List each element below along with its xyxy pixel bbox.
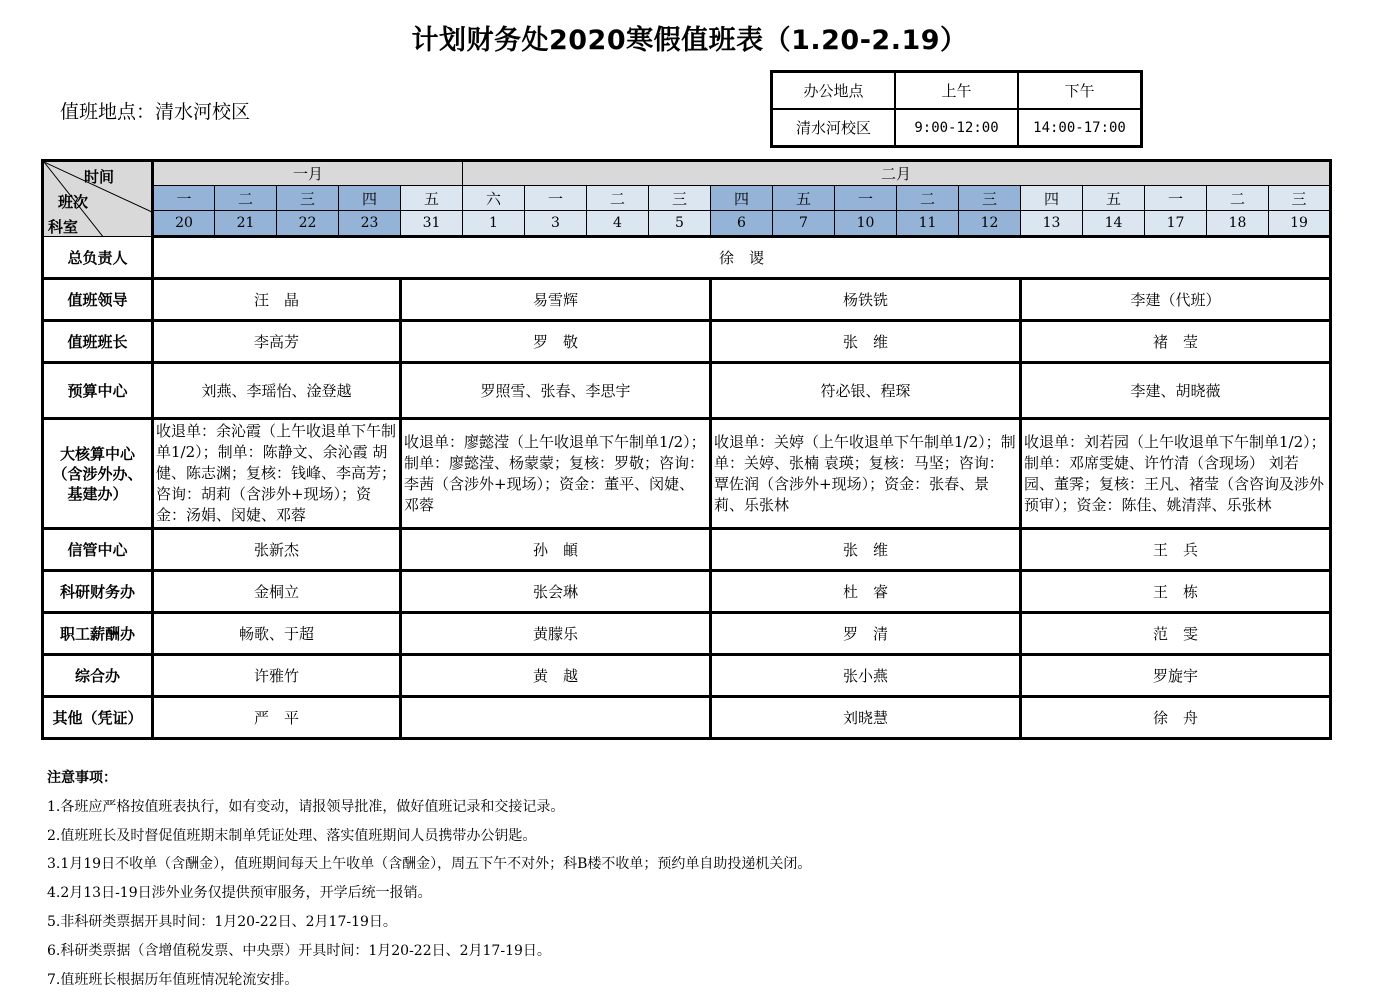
weekday-cell: 三 [959,186,1021,211]
weekday-cell: 五 [1083,186,1145,211]
row-label-captain: 值班班长 [43,321,153,363]
date-cell: 7 [773,211,835,237]
leader-group-2: 易雪辉 [401,279,711,321]
date-cell: 17 [1145,211,1207,237]
it-group-3: 张 维 [711,529,1021,571]
chief-value: 徐 谡 [153,237,1331,279]
date-cell: 10 [835,211,897,237]
note-item: 4.2月13日-19日涉外业务仅提供预审服务，开学后统一报销。 [47,885,432,902]
row-label-accounting: 大核算中心（含涉外办、基建办） [43,419,153,529]
row-label-salary: 职工薪酬办 [43,613,153,655]
date-cell: 6 [711,211,773,237]
note-item: 3.1月19日不收单（含酬金），值班期间每天上午收单（含酬金），周五下午不对外；科B楼不收单；预约单自助投递机关闭。 [47,856,812,873]
note-item: 7.值班班长根据历年值班情况轮流安排。 [47,971,299,988]
hours-header-location: 办公地点 [772,72,896,110]
date-cell: 14 [1083,211,1145,237]
it-group-4: 王 兵 [1021,529,1331,571]
other-group-4: 徐 舟 [1021,697,1331,739]
leader-group-4: 李建（代班） [1021,279,1331,321]
leader-group-1: 汪 晶 [153,279,401,321]
note-item: 1.各班应严格按值班表执行，如有变动，请报领导批准，做好值班记录和交接记录。 [47,798,565,815]
budget-group-1: 刘燕、李瑶怡、淦登越 [153,363,401,419]
hours-morning: 9:00-12:00 [895,109,1018,147]
notes-heading: 注意事项： [47,770,117,786]
budget-group-4: 李建、胡晓薇 [1021,363,1331,419]
weekday-cell: 二 [1207,186,1269,211]
salary-group-2: 黄朦乐 [401,613,711,655]
captain-group-3: 张 维 [711,321,1021,363]
date-cell: 11 [897,211,959,237]
weekday-cell: 一 [835,186,897,211]
weekday-cell: 三 [1269,186,1331,211]
hours-header-morning: 上午 [895,72,1018,110]
row-label-it: 信管中心 [43,529,153,571]
note-item: 5.非科研类票据开具时间：1月20-22日、2月17-19日。 [47,913,397,930]
weekday-cell: 五 [773,186,835,211]
budget-group-2: 罗照雪、张春、李思宇 [401,363,711,419]
date-cell: 12 [959,211,1021,237]
date-cell: 5 [649,211,711,237]
month-january: 一月 [153,161,463,186]
salary-group-4: 范 雯 [1021,613,1331,655]
budget-group-3: 符必银、程琛 [711,363,1021,419]
captain-group-4: 褚 莹 [1021,321,1331,363]
weekday-cell: 三 [277,186,339,211]
weekday-cell: 一 [1145,186,1207,211]
leader-group-3: 杨铁铣 [711,279,1021,321]
date-cell: 23 [339,211,401,237]
notes-section [47,764,811,994]
weekday-cell: 五 [401,186,463,211]
weekday-cell: 二 [587,186,649,211]
weekday-cell: 一 [153,186,215,211]
other-group-3: 刘晓慧 [711,697,1021,739]
corner-dept-label: 科室 [48,218,79,236]
date-cell: 3 [525,211,587,237]
date-cell: 1 [463,211,525,237]
date-cell: 21 [215,211,277,237]
date-cell: 13 [1021,211,1083,237]
row-label-research: 科研财务办 [43,571,153,613]
captain-group-2: 罗 敬 [401,321,711,363]
date-cell: 20 [153,211,215,237]
date-cell: 18 [1207,211,1269,237]
other-group-2 [401,697,711,739]
corner-time-label: 时间 [84,168,115,186]
it-group-1: 张新杰 [153,529,401,571]
research-group-3: 杜 睿 [711,571,1021,613]
it-group-2: 孙 頔 [401,529,711,571]
general-group-3: 张小燕 [711,655,1021,697]
page-title: 计划财务处2020寒假值班表（1.20-2.19） [411,25,968,56]
general-group-2: 黄 越 [401,655,711,697]
hours-header-afternoon: 下午 [1018,72,1142,110]
general-group-4: 罗旋宇 [1021,655,1331,697]
weekday-cell: 三 [649,186,711,211]
weekday-cell: 二 [215,186,277,211]
weekday-cell: 二 [897,186,959,211]
row-label-other: 其他（凭证） [43,697,153,739]
research-group-1: 金桐立 [153,571,401,613]
row-label-general: 综合办 [43,655,153,697]
office-hours-table [770,70,1143,148]
salary-group-3: 罗 清 [711,613,1021,655]
date-cell: 4 [587,211,649,237]
research-group-2: 张会琳 [401,571,711,613]
date-cell: 22 [277,211,339,237]
header-corner [43,161,153,237]
month-february: 二月 [463,161,1331,186]
weekday-cell: 四 [711,186,773,211]
duty-location: 值班地点：清水河校区 [60,101,251,123]
general-group-1: 许雅竹 [153,655,401,697]
row-label-leader: 值班领导 [43,279,153,321]
weekday-cell: 一 [525,186,587,211]
other-group-1: 严 平 [153,697,401,739]
date-cell: 19 [1269,211,1331,237]
hours-afternoon: 14:00-17:00 [1018,109,1142,147]
note-item: 6.科研类票据（含增值税发票、中央票）开具时间：1月20-22日、2月17-19日。 [47,942,551,959]
row-label-chief: 总负责人 [43,237,153,279]
hours-location: 清水河校区 [772,109,896,147]
date-cell: 31 [401,211,463,237]
accounting-group-2: 收退单：廖懿滢（上午收退单下午制单1/2）；制单：廖懿滢、杨蒙蒙；复核：罗敬；咨询：李茜（含涉外+现场）；资金：董平、闵婕、邓蓉 [401,419,711,529]
weekday-cell: 四 [1021,186,1083,211]
accounting-group-4: 收退单：刘若园（上午收退单下午制单1/2）；制单：邓席雯婕、许竹清（含现场） 刘若园、董霁；复核：王凡、褚莹（含咨询及涉外预审）；资金：陈佳、姚清萍、乐张林 [1021,419,1331,529]
weekday-cell: 四 [339,186,401,211]
duty-schedule-table [41,159,1332,740]
research-group-4: 王 栋 [1021,571,1331,613]
accounting-group-1: 收退单：余沁霞（上午收退单下午制单1/2）；制单：陈静文、余沁霞 胡健、陈志渊；复核：钱峰、李高芳；咨询：胡莉（含涉外+现场）；资金：汤娟、闵婕、邓蓉 [153,419,401,529]
salary-group-1: 畅歌、于超 [153,613,401,655]
note-item: 2.值班班长及时督促值班期末制单凭证处理、落实值班期间人员携带办公钥匙。 [47,827,537,844]
accounting-group-3: 收退单：关婷（上午收退单下午制单1/2）；制单：关婷、张楠 袁瑛；复核：马坚；咨询：覃佐润（含涉外+现场）；资金：张春、景莉、乐张林 [711,419,1021,529]
weekday-cell: 六 [463,186,525,211]
captain-group-1: 李高芳 [153,321,401,363]
corner-shift-label: 班次 [58,193,89,211]
row-label-budget: 预算中心 [43,363,153,419]
